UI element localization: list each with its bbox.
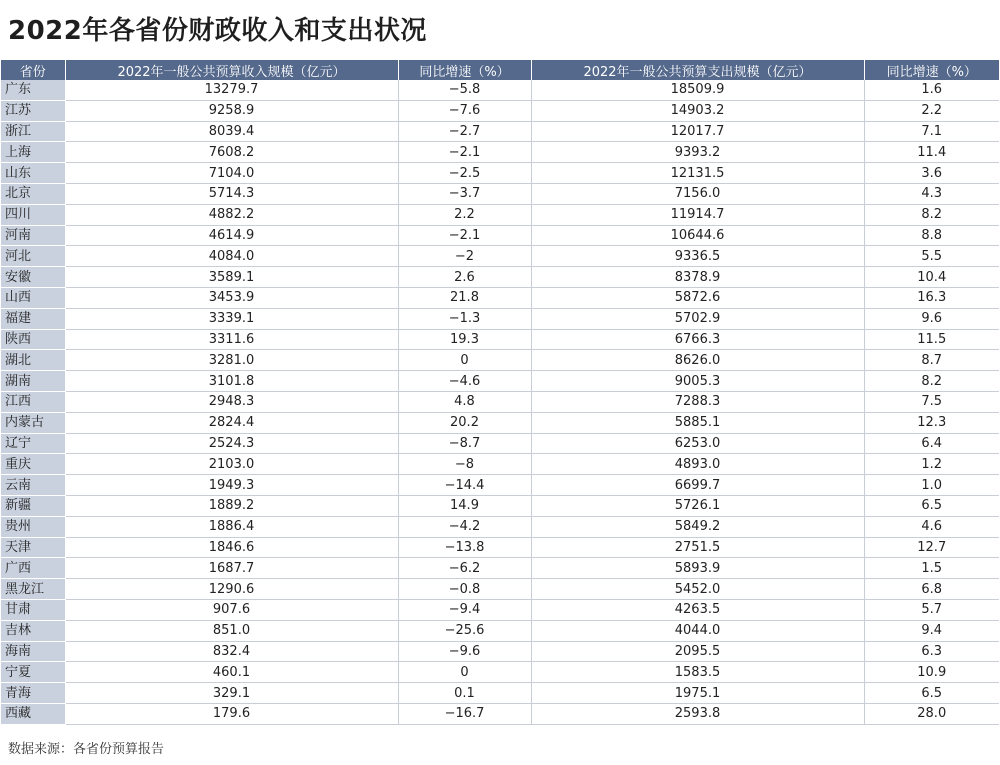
expenditure-cell: 5849.2	[531, 516, 864, 537]
revenue-cell: 1949.3	[65, 475, 398, 496]
revenue-growth-cell: 4.8	[398, 391, 531, 412]
revenue-growth-cell: 14.9	[398, 495, 531, 516]
expenditure-cell: 1583.5	[531, 662, 864, 683]
revenue-growth-cell: −25.6	[398, 620, 531, 641]
revenue-growth-cell: −4.2	[398, 516, 531, 537]
table-row	[1, 287, 999, 308]
expenditure-growth-cell: 6.5	[864, 495, 999, 516]
expenditure-cell: 2593.8	[531, 703, 864, 724]
table-row	[1, 433, 999, 454]
expenditure-growth-cell: 5.5	[864, 246, 999, 267]
revenue-cell: 3339.1	[65, 308, 398, 329]
table-row	[1, 454, 999, 475]
expenditure-growth-cell: 12.3	[864, 412, 999, 433]
revenue-growth-cell: −8	[398, 454, 531, 475]
expenditure-cell: 2095.5	[531, 641, 864, 662]
expenditure-cell: 5885.1	[531, 412, 864, 433]
revenue-growth-cell: −7.6	[398, 100, 531, 121]
revenue-cell: 1290.6	[65, 579, 398, 600]
table-row	[1, 246, 999, 267]
revenue-growth-cell: 0	[398, 350, 531, 371]
province-cell: 福建	[1, 308, 65, 329]
province-cell: 云南	[1, 475, 65, 496]
expenditure-cell: 1975.1	[531, 683, 864, 704]
expenditure-growth-cell: 12.7	[864, 537, 999, 558]
table-row	[1, 80, 999, 100]
revenue-growth-cell: −1.3	[398, 308, 531, 329]
province-cell: 天津	[1, 537, 65, 558]
table-body	[1, 80, 999, 724]
revenue-cell: 2948.3	[65, 391, 398, 412]
revenue-cell: 3453.9	[65, 287, 398, 308]
province-cell: 广东	[1, 80, 65, 100]
province-cell: 黑龙江	[1, 579, 65, 600]
revenue-cell: 2524.3	[65, 433, 398, 454]
expenditure-cell: 12131.5	[531, 163, 864, 184]
expenditure-growth-cell: 9.4	[864, 620, 999, 641]
table-row	[1, 412, 999, 433]
table-row	[1, 703, 999, 724]
province-cell: 新疆	[1, 495, 65, 516]
revenue-growth-cell: 0.1	[398, 683, 531, 704]
expenditure-growth-cell: 7.1	[864, 121, 999, 142]
expenditure-cell: 14903.2	[531, 100, 864, 121]
revenue-cell: 832.4	[65, 641, 398, 662]
revenue-cell: 7104.0	[65, 163, 398, 184]
revenue-growth-cell: 19.3	[398, 329, 531, 350]
revenue-growth-cell: 2.6	[398, 267, 531, 288]
revenue-cell: 2824.4	[65, 412, 398, 433]
expenditure-growth-cell: 1.0	[864, 475, 999, 496]
revenue-cell: 1846.6	[65, 537, 398, 558]
expenditure-growth-cell: 6.8	[864, 579, 999, 600]
province-cell: 河北	[1, 246, 65, 267]
expenditure-cell: 4044.0	[531, 620, 864, 641]
revenue-cell: 460.1	[65, 662, 398, 683]
table-row	[1, 350, 999, 371]
expenditure-cell: 6253.0	[531, 433, 864, 454]
table-row	[1, 121, 999, 142]
expenditure-growth-cell: 11.4	[864, 142, 999, 163]
expenditure-growth-cell: 1.5	[864, 558, 999, 579]
table-row	[1, 142, 999, 163]
table-row	[1, 267, 999, 288]
revenue-cell: 1889.2	[65, 495, 398, 516]
province-cell: 贵州	[1, 516, 65, 537]
expenditure-growth-cell: 2.2	[864, 100, 999, 121]
expenditure-growth-cell: 6.5	[864, 683, 999, 704]
expenditure-growth-cell: 8.8	[864, 225, 999, 246]
revenue-cell: 5714.3	[65, 183, 398, 204]
province-cell: 山西	[1, 287, 65, 308]
province-cell: 宁夏	[1, 662, 65, 683]
expenditure-cell: 5726.1	[531, 495, 864, 516]
table-row	[1, 579, 999, 600]
expenditure-cell: 11914.7	[531, 204, 864, 225]
table-row	[1, 516, 999, 537]
revenue-cell: 329.1	[65, 683, 398, 704]
table-row	[1, 599, 999, 620]
revenue-growth-cell: −14.4	[398, 475, 531, 496]
revenue-growth-cell: −2.7	[398, 121, 531, 142]
page-title: 2022年各省份财政收入和支出状况	[8, 16, 427, 46]
source-note: 数据来源：各省份预算报告	[8, 742, 165, 757]
table-row	[1, 308, 999, 329]
expenditure-cell: 2751.5	[531, 537, 864, 558]
table-row	[1, 475, 999, 496]
revenue-cell: 4614.9	[65, 225, 398, 246]
expenditure-cell: 7156.0	[531, 183, 864, 204]
revenue-cell: 2103.0	[65, 454, 398, 475]
table-row	[1, 204, 999, 225]
expenditure-cell: 9393.2	[531, 142, 864, 163]
revenue-growth-cell: −2.1	[398, 225, 531, 246]
header-province: 省份	[1, 60, 65, 80]
revenue-growth-cell: −2	[398, 246, 531, 267]
expenditure-growth-cell: 1.2	[864, 454, 999, 475]
revenue-growth-cell: −5.8	[398, 80, 531, 100]
province-cell: 青海	[1, 683, 65, 704]
table-row	[1, 183, 999, 204]
revenue-cell: 9258.9	[65, 100, 398, 121]
table-row	[1, 620, 999, 641]
province-cell: 安徽	[1, 267, 65, 288]
table-row	[1, 100, 999, 121]
revenue-growth-cell: −0.8	[398, 579, 531, 600]
revenue-growth-cell: −9.6	[398, 641, 531, 662]
expenditure-growth-cell: 8.2	[864, 204, 999, 225]
revenue-cell: 13279.7	[65, 80, 398, 100]
expenditure-cell: 5702.9	[531, 308, 864, 329]
province-cell: 河南	[1, 225, 65, 246]
province-cell: 陕西	[1, 329, 65, 350]
table-row	[1, 391, 999, 412]
expenditure-growth-cell: 9.6	[864, 308, 999, 329]
expenditure-cell: 8378.9	[531, 267, 864, 288]
revenue-cell: 3589.1	[65, 267, 398, 288]
revenue-cell: 907.6	[65, 599, 398, 620]
expenditure-cell: 5872.6	[531, 287, 864, 308]
expenditure-cell: 8626.0	[531, 350, 864, 371]
province-cell: 重庆	[1, 454, 65, 475]
revenue-cell: 3101.8	[65, 371, 398, 392]
province-cell: 广西	[1, 558, 65, 579]
province-cell: 江苏	[1, 100, 65, 121]
revenue-growth-cell: 20.2	[398, 412, 531, 433]
province-cell: 海南	[1, 641, 65, 662]
expenditure-growth-cell: 11.5	[864, 329, 999, 350]
revenue-cell: 3311.6	[65, 329, 398, 350]
table-row	[1, 329, 999, 350]
revenue-cell: 4084.0	[65, 246, 398, 267]
table-row	[1, 371, 999, 392]
expenditure-growth-cell: 8.2	[864, 371, 999, 392]
revenue-cell: 1687.7	[65, 558, 398, 579]
header-expenditure: 2022年一般公共预算支出规模（亿元）	[531, 60, 864, 80]
expenditure-growth-cell: 3.6	[864, 163, 999, 184]
expenditure-cell: 4893.0	[531, 454, 864, 475]
province-cell: 四川	[1, 204, 65, 225]
revenue-growth-cell: −9.4	[398, 599, 531, 620]
expenditure-growth-cell: 10.4	[864, 267, 999, 288]
table-row	[1, 558, 999, 579]
expenditure-growth-cell: 16.3	[864, 287, 999, 308]
revenue-growth-cell: −2.5	[398, 163, 531, 184]
header-revenue-growth: 同比增速（%）	[398, 60, 531, 80]
fiscal-table	[1, 60, 999, 725]
expenditure-growth-cell: 10.9	[864, 662, 999, 683]
table-row	[1, 683, 999, 704]
expenditure-cell: 9336.5	[531, 246, 864, 267]
expenditure-growth-cell: 6.4	[864, 433, 999, 454]
province-cell: 上海	[1, 142, 65, 163]
header-expenditure-growth: 同比增速（%）	[864, 60, 999, 80]
revenue-growth-cell: −4.6	[398, 371, 531, 392]
table-row	[1, 163, 999, 184]
expenditure-cell: 6699.7	[531, 475, 864, 496]
province-cell: 内蒙古	[1, 412, 65, 433]
province-cell: 湖北	[1, 350, 65, 371]
table-row	[1, 641, 999, 662]
expenditure-cell: 6766.3	[531, 329, 864, 350]
expenditure-growth-cell: 4.3	[864, 183, 999, 204]
expenditure-cell: 12017.7	[531, 121, 864, 142]
province-cell: 西藏	[1, 703, 65, 724]
revenue-growth-cell: −3.7	[398, 183, 531, 204]
expenditure-growth-cell: 5.7	[864, 599, 999, 620]
table-row	[1, 495, 999, 516]
province-cell: 浙江	[1, 121, 65, 142]
expenditure-growth-cell: 4.6	[864, 516, 999, 537]
revenue-cell: 3281.0	[65, 350, 398, 371]
table-row	[1, 225, 999, 246]
province-cell: 吉林	[1, 620, 65, 641]
expenditure-cell: 9005.3	[531, 371, 864, 392]
revenue-cell: 179.6	[65, 703, 398, 724]
revenue-growth-cell: 21.8	[398, 287, 531, 308]
revenue-cell: 4882.2	[65, 204, 398, 225]
expenditure-growth-cell: 28.0	[864, 703, 999, 724]
expenditure-cell: 5893.9	[531, 558, 864, 579]
province-cell: 江西	[1, 391, 65, 412]
revenue-growth-cell: −13.8	[398, 537, 531, 558]
revenue-cell: 851.0	[65, 620, 398, 641]
revenue-cell: 7608.2	[65, 142, 398, 163]
expenditure-cell: 7288.3	[531, 391, 864, 412]
province-cell: 北京	[1, 183, 65, 204]
revenue-cell: 1886.4	[65, 516, 398, 537]
revenue-growth-cell: 0	[398, 662, 531, 683]
data-table-container	[1, 60, 999, 725]
province-cell: 湖南	[1, 371, 65, 392]
expenditure-growth-cell: 6.3	[864, 641, 999, 662]
province-cell: 山东	[1, 163, 65, 184]
province-cell: 甘肃	[1, 599, 65, 620]
expenditure-cell: 10644.6	[531, 225, 864, 246]
expenditure-growth-cell: 1.6	[864, 80, 999, 100]
revenue-cell: 8039.4	[65, 121, 398, 142]
expenditure-cell: 18509.9	[531, 80, 864, 100]
table-row	[1, 662, 999, 683]
expenditure-cell: 4263.5	[531, 599, 864, 620]
province-cell: 辽宁	[1, 433, 65, 454]
expenditure-growth-cell: 7.5	[864, 391, 999, 412]
expenditure-growth-cell: 8.7	[864, 350, 999, 371]
revenue-growth-cell: −16.7	[398, 703, 531, 724]
header-revenue: 2022年一般公共预算收入规模（亿元）	[65, 60, 398, 80]
revenue-growth-cell: 2.2	[398, 204, 531, 225]
revenue-growth-cell: −6.2	[398, 558, 531, 579]
expenditure-cell: 5452.0	[531, 579, 864, 600]
revenue-growth-cell: −2.1	[398, 142, 531, 163]
table-row	[1, 537, 999, 558]
revenue-growth-cell: −8.7	[398, 433, 531, 454]
table-header-row	[1, 60, 999, 80]
